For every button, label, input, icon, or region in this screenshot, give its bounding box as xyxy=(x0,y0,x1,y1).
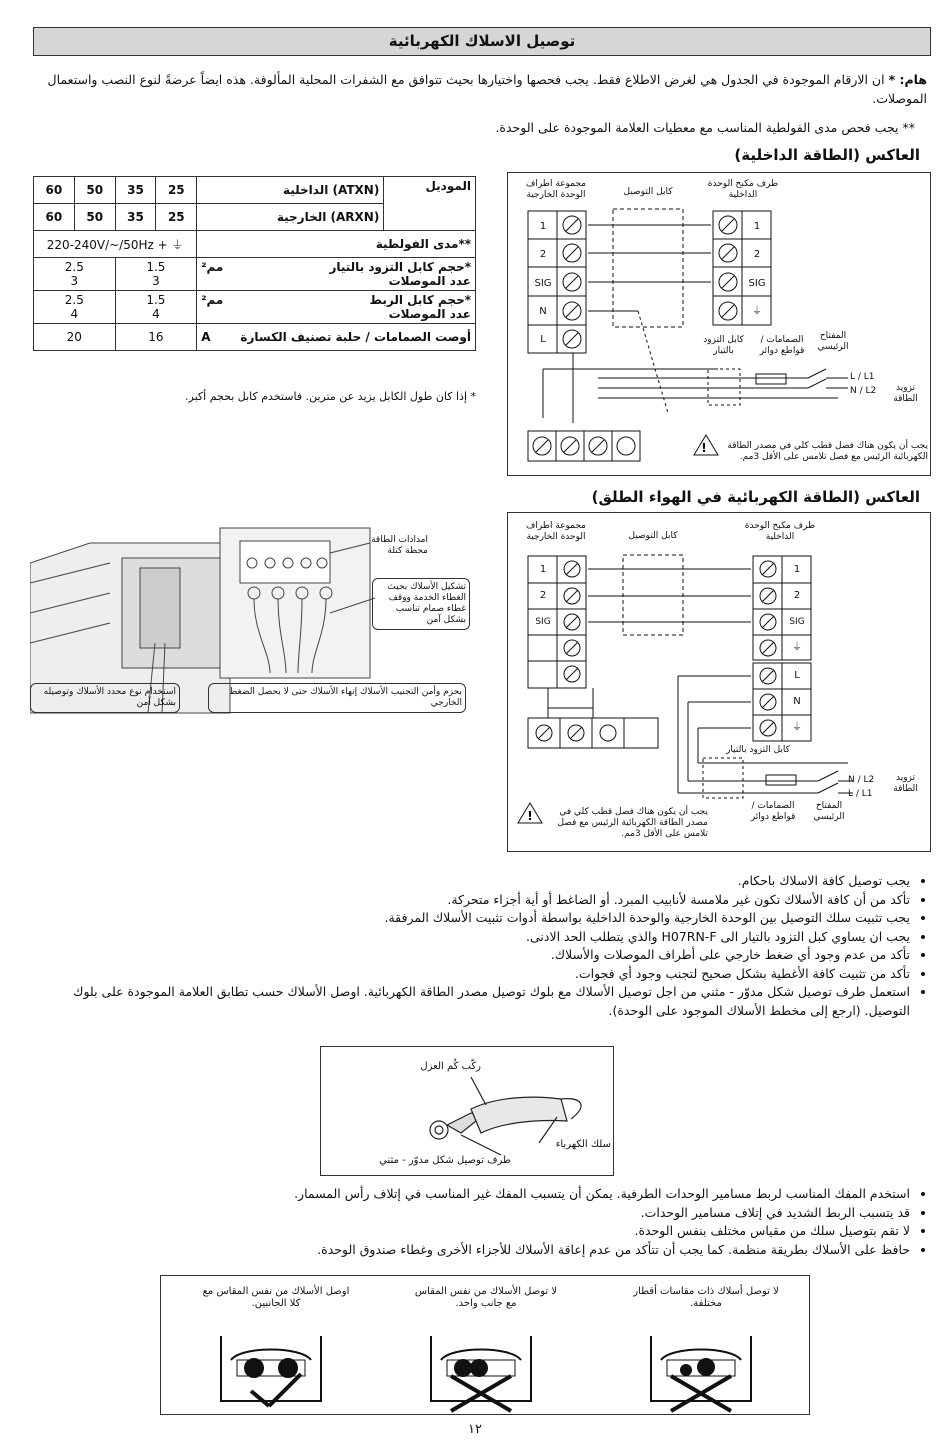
spec-cell: 35 xyxy=(115,177,156,204)
d1-left-label: L xyxy=(540,334,546,345)
list-item: • يجب ان يساوي كبل التزود بالتيار الى H07RN-F والذي يتطلب الحد الادنى. xyxy=(30,928,910,947)
d1-left-label: SIG xyxy=(534,278,552,289)
spec-supply-cell xyxy=(115,258,197,291)
gauge-panel-label-different: لا توصل أسلاك ذات مقاسات أقطار مختلفة. xyxy=(633,1286,779,1309)
list-item: • قد يتسبب الربط الشديد في إتلاف مسامير الوحدات. xyxy=(30,1204,910,1223)
spec-unit: مم² xyxy=(201,260,224,274)
list-item: • تأكد من عدم وجود أي ضغط خارجي على أطراف الموصلات والأسلاك. xyxy=(30,946,910,965)
d1-right-label: SIG xyxy=(748,278,766,289)
spec-interconnect-cell xyxy=(34,291,116,324)
spec-interconnect-cell xyxy=(115,291,197,324)
d2-right-label: 2 xyxy=(793,590,801,601)
d1-outdoor-terminals: مجموعة اطراف الوحدة الخارجية xyxy=(526,179,586,200)
photo-label-terminal: امدادات الطاقة محطة كتلة xyxy=(371,535,428,556)
wiring-diagram-indoor-svg xyxy=(508,173,932,477)
spec-unit: مم² xyxy=(201,293,224,307)
d2-outdoor-terminals: مجموعة اطراف الوحدة الخارجية xyxy=(526,521,586,542)
d1-supply-cable: كابل التزود بالتيار xyxy=(703,335,744,356)
spec-supply-label-cell xyxy=(197,258,476,291)
d1-main-switch: المفتاح الرئيسي xyxy=(817,331,849,352)
ring-terminal-figure xyxy=(320,1046,614,1176)
d2-left-label: SIG xyxy=(535,617,551,627)
ring-terminal-sleeve-label: ركّب كُم العزل xyxy=(420,1061,481,1072)
list-item: • استعمل طرف توصيل شكل مدوّر - مثني من اجل توصيل الأسلاك مع بلوك توصيل مصدر الطاقة الكهربائية. اوصل الأسلاك حسب تطابق العلامة الموجودة على بلوك التوصيل. (ارجع إلى مخطط الأسلاك الموجود على الوحدة). xyxy=(30,983,910,1020)
spec-table xyxy=(33,176,476,351)
list-item: • تأكد من تثبيت كافة الأغطية بشكل صحيح لتجنب وجود أي فجوات. xyxy=(30,965,910,984)
gauge-panel-label-correct: اوصل الأسلاك من نفس المقاس مع كلا الجانبين. xyxy=(202,1286,350,1309)
spec-voltage-value: 220-240V/~/50Hz + ⏚ xyxy=(34,231,197,258)
d1-indoor-terminals: طرف مكبح الوحدة الداخلية xyxy=(707,179,779,200)
gauge-panel-label-one-side: لا توصل الأسلاك من نفس المقاس مع جانب واحد. xyxy=(414,1286,558,1309)
bullet-list-2 xyxy=(30,1185,928,1259)
d1-left-label: 2 xyxy=(539,249,547,260)
d2-left-label: 1 xyxy=(539,564,547,575)
d1-line-n: N / L2 xyxy=(850,386,877,396)
spec-cell: 25 xyxy=(156,177,197,204)
spec-value: 4 xyxy=(152,307,160,321)
spec-fuse-label-cell xyxy=(197,324,476,351)
d2-right-label: SIG xyxy=(789,617,805,627)
d2-power-label: L xyxy=(794,670,800,681)
d1-right-label: ⏚ xyxy=(752,306,762,317)
spec-voltage-label: مدى الفولطية** xyxy=(197,231,476,258)
d2-main-switch: المفتاح الرئيسي xyxy=(813,801,845,822)
spec-fuse-value: 20 xyxy=(34,324,116,351)
d2-power-supply: تزويد الطاقة xyxy=(893,773,918,794)
d2-right-label: ⏚ xyxy=(792,642,802,653)
spec-fuse-label: أوصت الصمامات / حلبة تصنيف الكسارة xyxy=(240,330,471,344)
d2-indoor-terminals: طرف مكبح الوحدة الداخلية xyxy=(744,521,816,542)
spec-value: 1.5 xyxy=(146,260,166,274)
list-item: • حافظ على الأسلاك بطريقة منظمة. كما يجب أن تتأكد من عدم إعاقة الأسلاك للأجزاء الأخرى وغطاء صندوق الوحدة. xyxy=(30,1241,910,1260)
page-number: ١٢ xyxy=(468,1422,482,1437)
d1-left-label: 1 xyxy=(539,221,547,232)
note-star2-text: يجب فحص مدى الفولطية المناسب مع معطيات العلامة الموجودة على الوحدة. xyxy=(495,120,899,135)
spec-value: 2.5 xyxy=(64,293,84,307)
d1-left-label: N xyxy=(539,306,547,317)
ring-terminal-label: طرف توصيل شكل مدوّر - مثني xyxy=(379,1155,511,1166)
d1-fuses: الصمامات / قواطع دوائر xyxy=(759,335,805,356)
spec-footnote: * إذا كان طول الكابل يزيد عن مترين. فاستخدم كابل بحجم أكبر. xyxy=(185,390,476,403)
wire-gauge-panels xyxy=(160,1275,810,1415)
wiring-diagram-outdoor xyxy=(507,512,931,852)
photo-label-form-wires: تشكيل الأسلاك بحيث الغطاء الخدمة ووقف غطاء صمام تناسب بشكل آمن xyxy=(372,578,470,630)
d2-line-l: L / L1 xyxy=(848,789,873,799)
spec-cell: 35 xyxy=(115,204,156,231)
d1-power-supply: تزويد الطاقة xyxy=(893,383,918,404)
spec-cell: 25 xyxy=(156,204,197,231)
spec-cell: 60 xyxy=(34,204,75,231)
d1-line-l: L / L1 xyxy=(850,372,875,382)
svg-text:!: ! xyxy=(527,809,533,823)
spec-value: 3 xyxy=(70,274,79,288)
list-item: • تأكد من أن كافة الأسلاك تكون غير ملامسة لأنابيب المبرد. أو الضاغط أو أية أجزاء متحركة. xyxy=(30,891,910,910)
spec-interconnect-label-cell xyxy=(197,291,476,324)
section1-title: العاكس (الطاقة الداخلية) xyxy=(734,146,920,164)
spec-conductors-label: عدد الموصلات xyxy=(388,307,471,321)
bullet-list-1 xyxy=(30,872,928,1020)
spec-value: 4 xyxy=(70,307,79,321)
spec-supply-cell xyxy=(34,258,116,291)
spec-value: 1.5 xyxy=(146,293,166,307)
d2-supply-cable: كابل التزود بالتيار xyxy=(726,745,790,755)
spec-value: 3 xyxy=(152,274,160,288)
note-star2-marker: ** xyxy=(902,120,915,135)
spec-indoor-label: الداخلية (ATXN) xyxy=(197,177,384,204)
spec-outdoor-label: الخارجية (ARXN) xyxy=(197,204,384,231)
d1-warning: يجب أن يكون هناك فصل قطب كلي في مصدر الطاقة الكهربائية الرئيس مع فصل تلامس على الأقل 3مم. xyxy=(727,441,928,462)
spec-cell: 50 xyxy=(74,204,115,231)
photo-label-tie-wires: بحزم وأمن التجنيب الأسلاك إنهاء الأسلاك حتى لا يحصل الضغط الخارجي xyxy=(208,683,466,713)
list-item: • يجب تثبيت سلك التوصيل بين الوحدة الخارجية والوحدة الداخلية بواسطة أدوات تثبيت الأسلاك المرفقة. xyxy=(30,909,910,928)
d2-power-label: N xyxy=(793,696,801,707)
d1-interconnect-cable: كابل التوصيل xyxy=(623,187,673,197)
list-item: • استخدم المفك المناسب لربط مسامير الوحدات الطرفية. يمكن أن يتسبب المفك غير المناسب في إتلاف رأس المسمار. xyxy=(30,1185,910,1204)
list-item: • يجب توصيل كافة الاسلاك باحكام. xyxy=(30,872,910,891)
spec-value: 2.5 xyxy=(64,260,84,274)
list-item: • لا تقم بتوصيل سلك من مقياس مختلف بنفس الوحدة. xyxy=(30,1222,910,1241)
svg-text:!: ! xyxy=(701,441,707,455)
spec-fuse-value: 16 xyxy=(115,324,197,351)
ring-terminal-wire-label: سلك الكهرباء xyxy=(555,1139,611,1150)
spec-supply-label: حجم كابل التزود بالتيار* xyxy=(329,260,471,274)
wiring-diagram-outdoor-svg xyxy=(508,513,932,853)
spec-interconnect-label: حجم كابل الربط* xyxy=(369,293,471,307)
note-voltage xyxy=(35,118,915,137)
section2-title: العاكس (الطاقة الكهربائية في الهواء الطلق) xyxy=(591,488,920,506)
d2-warning: يجب أن يكون هناك فصل قطب كلي في مصدر الطاقة الكهربائية الرئيس مع فصل تلامس على الأقل 3مم. xyxy=(557,807,708,839)
spec-model-label: الموديل xyxy=(384,177,476,231)
d2-fuses: الصمامات / قواطع دوائر xyxy=(750,801,796,822)
d2-interconnect-cable: كابل التوصيل xyxy=(628,531,678,541)
spec-fuse-unit: A xyxy=(201,330,211,344)
photo-label-wire-clamp: استخدام نوع محدد الأسلاك وتوصيله بشكل آمن xyxy=(30,683,180,713)
page-title: توصيل الاسلاك الكهربائية xyxy=(33,27,931,56)
wiring-diagram-indoor xyxy=(507,172,931,476)
note-important xyxy=(35,70,927,108)
d2-power-label: ⏚ xyxy=(792,722,802,733)
d2-left-label: 2 xyxy=(539,590,547,601)
note-star1-text: ان الارقام الموجودة في الجدول هي لغرض الاطلاع فقط. يجب فحصها واختيارها بحيث تتوافق مع الشفرات المحلية المألوفة. هذه ايضاً عرضةً لنوع النصب واستعمال الموصلات. xyxy=(47,72,927,106)
spec-cell: 60 xyxy=(34,177,75,204)
d1-right-label: 1 xyxy=(753,221,761,232)
d2-right-label: 1 xyxy=(793,564,801,575)
d2-line-n: N / L2 xyxy=(848,775,875,785)
spec-cell: 50 xyxy=(74,177,115,204)
d1-right-label: 2 xyxy=(753,249,761,260)
spec-conductors-label: عدد الموصلات xyxy=(388,274,471,288)
unit-photo-area xyxy=(30,523,470,733)
note-star1-marker: هام: * xyxy=(888,72,927,87)
